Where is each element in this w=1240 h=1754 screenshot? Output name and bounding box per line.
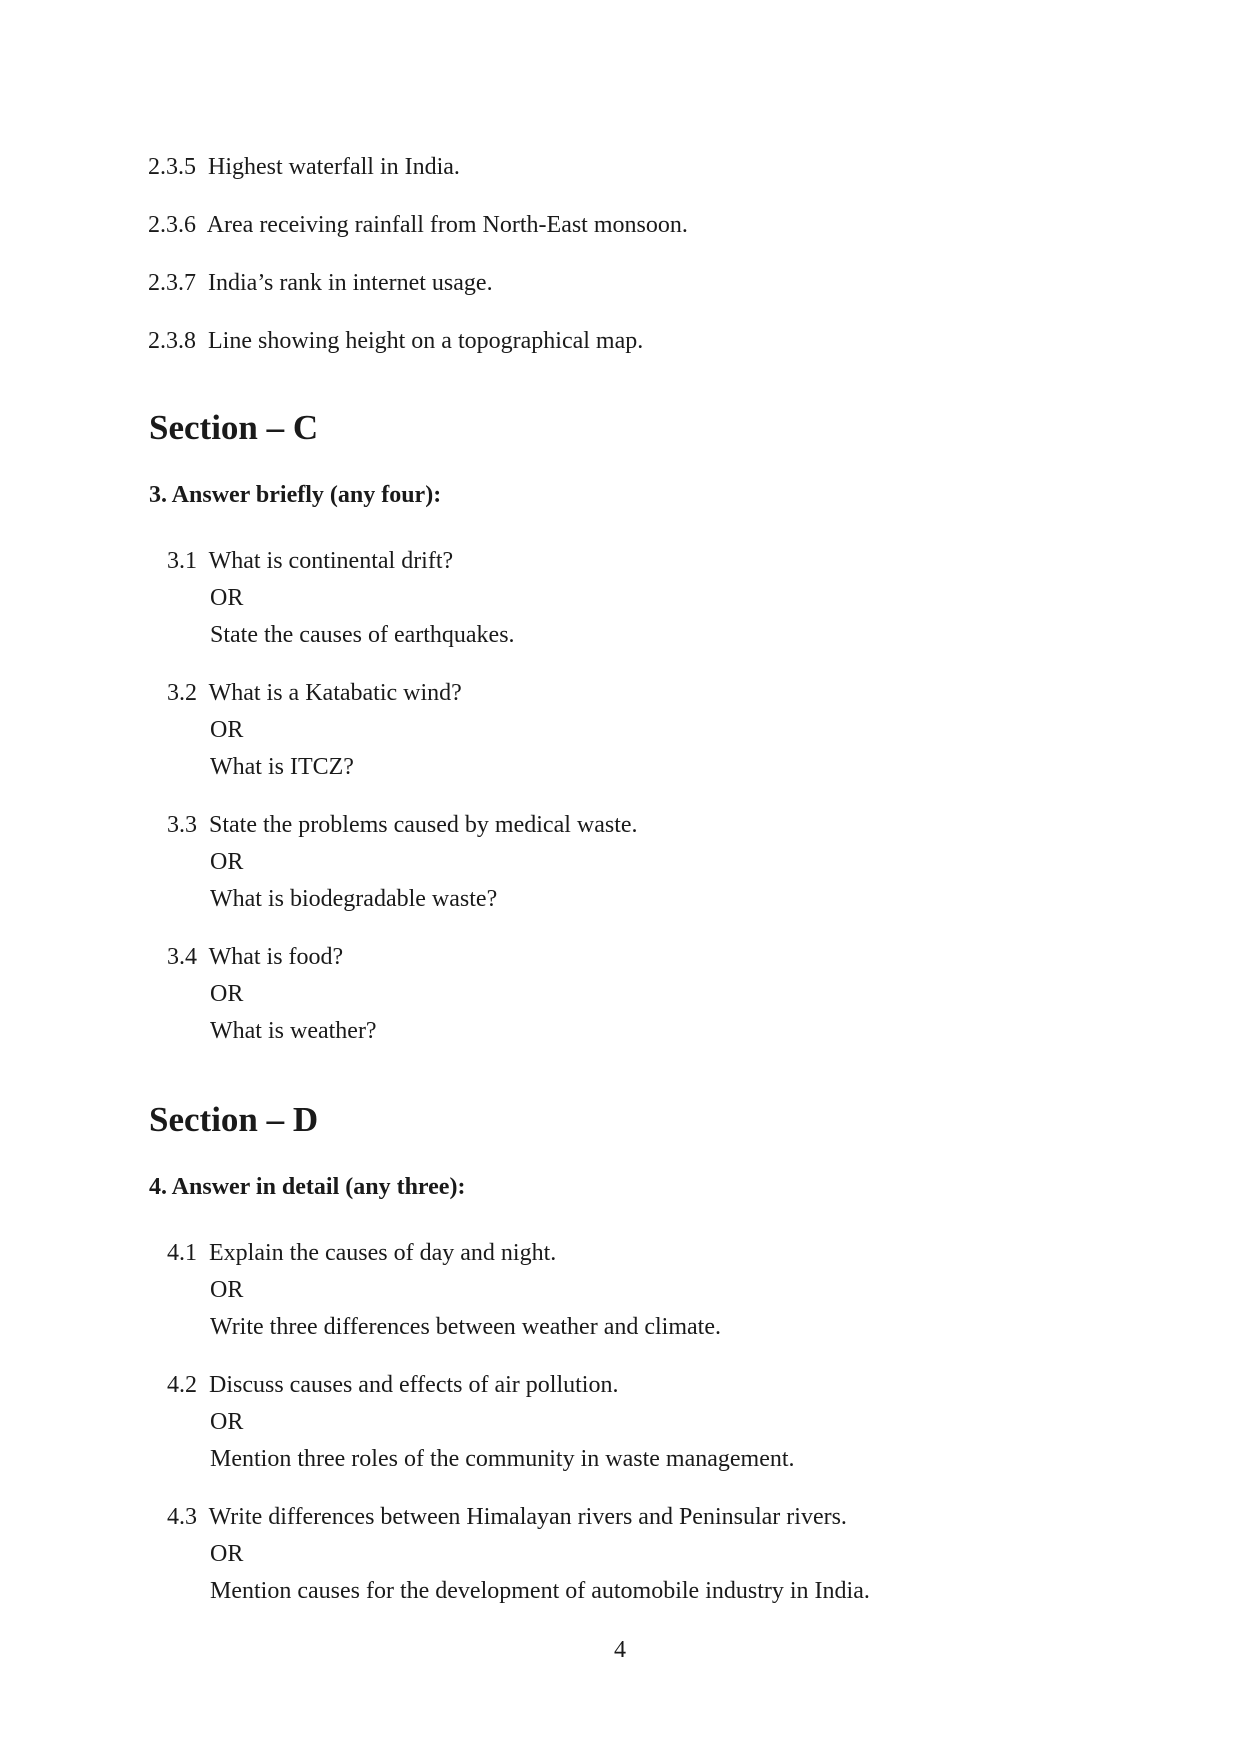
- item-text: What is continental drift?: [208, 548, 454, 574]
- item-number: 3.4: [167, 944, 197, 970]
- question-item-3-2: [167, 678, 462, 708]
- list-item: [148, 210, 688, 240]
- item-text: Highest waterfall in India.: [208, 154, 460, 180]
- item-number: 2.3.8: [148, 328, 196, 354]
- question-item-4-2: [167, 1370, 618, 1400]
- alternative-question: State the causes of earthquakes.: [210, 622, 515, 648]
- or-label: OR: [210, 849, 244, 875]
- alternative-question: What is biodegradable waste?: [210, 886, 498, 912]
- item-number: 2.3.7: [148, 270, 196, 296]
- or-label: OR: [210, 1409, 244, 1435]
- item-text: Area receiving rainfall from North-East monsoon.: [206, 212, 688, 238]
- question-item-3-1: [167, 546, 453, 576]
- alternative-question: Mention three roles of the community in waste management.: [210, 1446, 795, 1472]
- question-item-3-4: [167, 942, 343, 972]
- or-label: OR: [210, 717, 244, 743]
- item-number: 4.3: [167, 1504, 197, 1530]
- item-number: 3.2: [167, 680, 197, 706]
- item-text: Explain the causes of day and night.: [209, 1240, 557, 1266]
- section-d-title: Section – D: [149, 1100, 319, 1139]
- list-item: [148, 326, 643, 356]
- item-text: What is food?: [208, 944, 344, 970]
- item-number: 4.2: [167, 1372, 197, 1398]
- or-label: OR: [210, 1541, 244, 1567]
- list-item: [148, 152, 460, 182]
- item-number: 4.1: [167, 1240, 197, 1266]
- item-number: 2.3.5: [148, 154, 196, 180]
- list-item: [148, 268, 493, 298]
- item-text: State the problems caused by medical waste.: [209, 812, 638, 838]
- question-4-heading: 4. Answer in detail (any three):: [149, 1174, 466, 1200]
- item-text: Line showing height on a topographical map.: [208, 328, 644, 354]
- item-text: India’s rank in internet usage.: [208, 270, 493, 296]
- alternative-question: What is ITCZ?: [210, 754, 354, 780]
- or-label: OR: [210, 1277, 244, 1303]
- question-item-4-1: [167, 1238, 556, 1268]
- or-label: OR: [210, 981, 244, 1007]
- alternative-question: What is weather?: [210, 1018, 377, 1044]
- question-3-heading: 3. Answer briefly (any four):: [149, 482, 442, 508]
- or-label: OR: [210, 585, 244, 611]
- alternative-question: Mention causes for the development of automobile industry in India.: [210, 1578, 870, 1604]
- page-number: 4: [614, 1637, 626, 1663]
- section-c-title: Section – C: [149, 408, 319, 447]
- item-text: What is a Katabatic wind?: [208, 680, 462, 706]
- item-number: 2.3.6: [148, 212, 196, 238]
- question-item-3-3: [167, 810, 638, 840]
- item-number: 3.3: [167, 812, 197, 838]
- item-text: Discuss causes and effects of air pollution.: [209, 1372, 619, 1398]
- alternative-question: Write three differences between weather and climate.: [210, 1314, 721, 1340]
- item-number: 3.1: [167, 548, 197, 574]
- item-text: Write differences between Himalayan rivers and Peninsular rivers.: [208, 1504, 847, 1530]
- question-item-4-3: [167, 1502, 847, 1532]
